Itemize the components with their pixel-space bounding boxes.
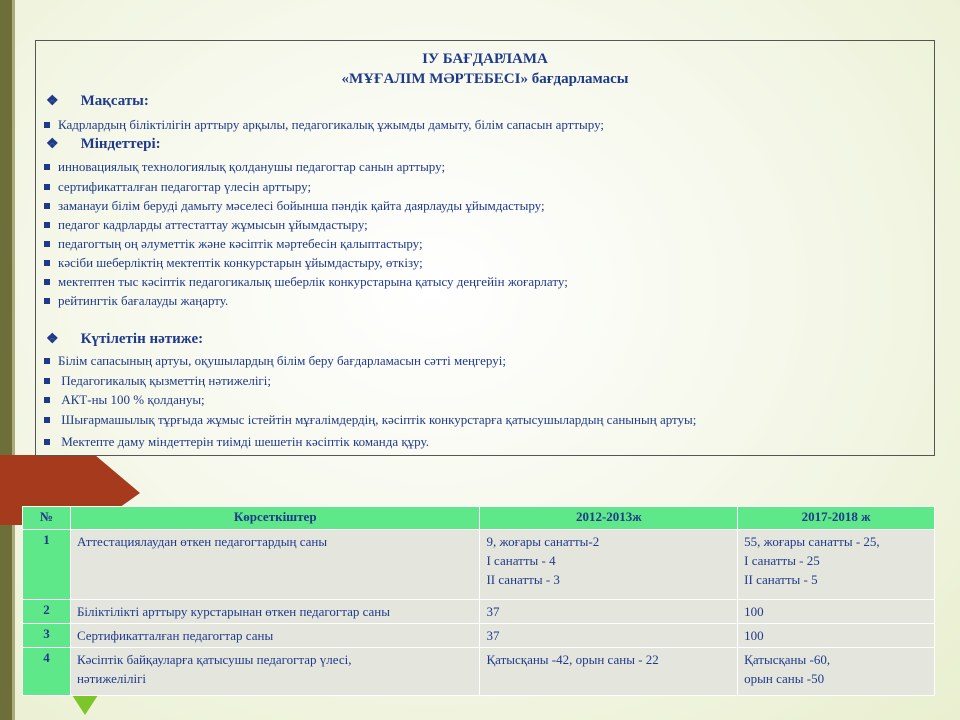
indicators-table xyxy=(22,506,935,696)
row-indicator: Кәсіптік байқауларға қатысушы педагогтар үлесі, нәтижелілігі xyxy=(70,648,480,696)
task-item: сертификатталған педагогтар үлесін арттыру; xyxy=(44,179,311,195)
table-row xyxy=(23,530,935,600)
task-item: педагог кадрларды аттестаттау жұмысын ұйымдастыру; xyxy=(44,217,368,233)
square-bullet-icon xyxy=(44,378,50,384)
program-title: IУ БАҒДАРЛАМА xyxy=(422,51,548,67)
header-number: № xyxy=(23,507,71,530)
square-bullet-icon xyxy=(44,184,50,190)
program-subtitle: «МҰҒАЛІМ МӘРТЕБЕСІ» бағдарламасы xyxy=(341,71,629,87)
square-bullet-icon xyxy=(44,358,50,364)
task-item: кәсіби шеберліктің мектептік конкурстарын ұйымдастыру, өткізу; xyxy=(44,255,423,271)
square-bullet-icon xyxy=(44,164,50,170)
row-value-2012: 37 xyxy=(480,624,738,648)
row-indicator: Аттестациялаудан өткен педагогтардың саны xyxy=(70,530,480,600)
header-indicators: Көрсеткіштер xyxy=(70,507,480,530)
result-item: Білім сапасының артуы, оқушылардың білім беру бағдарламасын сәтті меңгеруі; xyxy=(44,353,506,369)
diamond-bullet-icon: ❖ xyxy=(46,137,59,152)
task-item: педагогтың оң әлуметтік және кәсіптік мәртебесін қалыптастыру; xyxy=(44,236,423,252)
square-bullet-icon xyxy=(44,298,50,304)
table-row xyxy=(23,624,935,648)
program-box xyxy=(35,40,935,456)
table-row xyxy=(23,648,935,696)
row-value-2017: 55, жоғары санатты - 25, I санатты - 25 II санатты - 5 xyxy=(738,530,935,600)
row-value-2012: 37 xyxy=(480,600,738,624)
table-row xyxy=(23,600,935,624)
tasks-heading: ❖ Міндеттері: xyxy=(46,136,161,152)
left-accent-bar xyxy=(0,0,12,720)
goal-heading: ❖ Мақсаты: xyxy=(46,93,149,109)
row-indicator: Сертификатталған педагогтар саны xyxy=(70,624,480,648)
task-item: заманауи білім беруді дамыту мәселесі бойынша пәндік қайта даярлауды ұйымдастыру; xyxy=(44,198,545,214)
row-number: 1 xyxy=(23,530,71,600)
square-bullet-icon xyxy=(44,439,50,445)
result-heading: ❖ Күтілетін нәтиже: xyxy=(46,331,204,347)
result-item: АКТ-ны 100 % қолдануы; xyxy=(44,392,205,408)
square-bullet-icon xyxy=(44,203,50,209)
square-bullet-icon xyxy=(44,260,50,266)
row-value-2017: 100 xyxy=(738,624,935,648)
result-item: Педагогикалық қызметтің нәтижелігі; xyxy=(44,373,271,389)
square-bullet-icon xyxy=(44,397,50,403)
task-item: мектептен тыс кәсіптік педагогикалық шеберлік конкурстарына қатысу деңгейін жоғарлату; xyxy=(44,274,568,290)
task-item: инновациялық технологиялық қолданушы педагогтар санын арттыру; xyxy=(44,159,445,175)
square-bullet-icon xyxy=(44,222,50,228)
row-indicator: Біліктілікті арттыру курстарынан өткен педагогтар саны xyxy=(70,600,480,624)
row-value-2012: 9, жоғары санатты-2 I санатты - 4 II санатты - 3 xyxy=(480,530,738,600)
diamond-bullet-icon: ❖ xyxy=(46,94,59,109)
goal-item: Кадрлардың біліктілігін арттыру арқылы, педагогикалық ұжымды дамыту, білім сапасын арттыру; xyxy=(44,117,604,133)
header-year-2012: 2012-2013ж xyxy=(480,507,738,530)
row-value-2012: Қатысқаны -42, орын саны - 22 xyxy=(480,648,738,696)
task-item: рейтингтік бағалауды жаңарту. xyxy=(44,293,228,309)
result-item: Мектепте даму міндеттерін тиімді шешетін кәсіптік команда құру. xyxy=(44,434,429,450)
row-value-2017: 100 xyxy=(738,600,935,624)
row-value-2017: Қатысқаны -60, орын саны -50 xyxy=(738,648,935,696)
row-number: 2 xyxy=(23,600,71,624)
table-header-row xyxy=(23,507,935,530)
left-accent-stripe xyxy=(12,0,15,720)
square-bullet-icon xyxy=(44,417,50,423)
square-bullet-icon xyxy=(44,122,50,128)
result-item: Шығармашылық тұрғыда жұмыс істейтін мұғалімдердің, кәсіптік конкурстарға қатысушылардың санының артуы; xyxy=(44,412,696,428)
square-bullet-icon xyxy=(44,241,50,247)
square-bullet-icon xyxy=(44,279,50,285)
row-number: 4 xyxy=(23,648,71,696)
row-number: 3 xyxy=(23,624,71,648)
diamond-bullet-icon: ❖ xyxy=(46,332,59,347)
header-year-2017: 2017-2018 ж xyxy=(738,507,935,530)
